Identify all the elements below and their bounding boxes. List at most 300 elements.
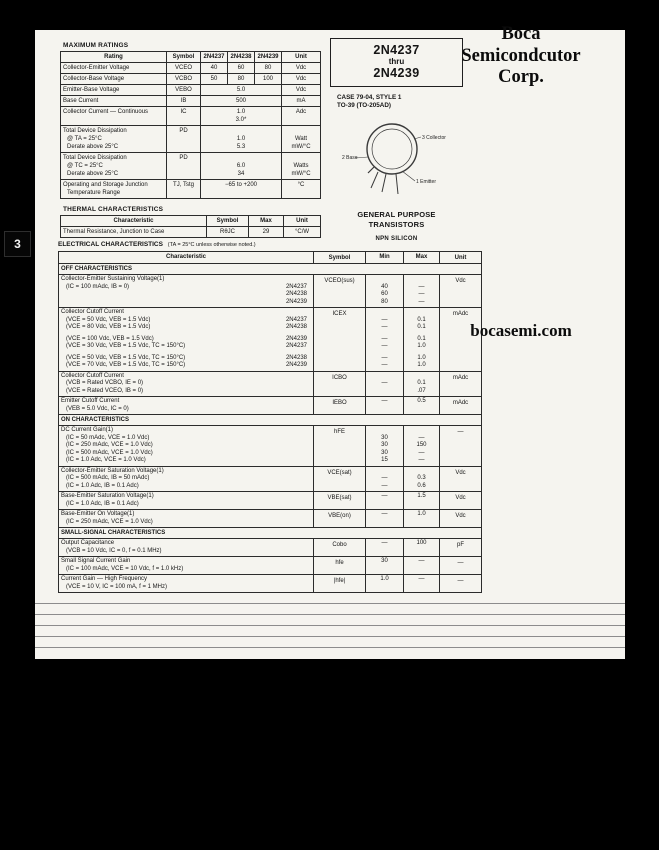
condition-line [61,566,311,574]
rating-line: Base Current [63,98,99,104]
unit-cell: mAdc [452,311,469,317]
value-line: — [381,316,388,323]
pin-label-base: 2 Base [342,155,358,161]
unit-cell: Vdc [455,469,466,476]
min-cell [366,397,404,414]
column-header-unit: Unit [295,54,307,60]
rating-cell [61,63,167,73]
unit-line: mA [296,98,306,104]
characteristic-cell [59,575,314,592]
characteristic-title: Collector-Emitter Saturation Voltage(1) [61,467,164,474]
condition-text: (IC = 500 mAdc, IB = 50 mAdc) [66,475,150,481]
condition-line [61,483,311,491]
value-cell: 60 [228,63,255,73]
condition-line [61,475,311,483]
rating-line: Operating and Storage Junction [63,182,148,188]
unit-line: Adc [295,109,307,115]
condition-text: (IC = 250 mAdc, VCE = 1.0 Vdc) [66,442,153,448]
condition-text: (IC = 1.0 Adc, IB = 0.1 Adc) [66,482,139,489]
part-ref: 2N4237 [285,316,307,323]
value-line: — [381,482,388,489]
value-cell: 50 [201,74,228,84]
unit-cell [282,63,320,73]
symbol-cell: IB [167,96,201,106]
characteristic-title: Base-Emitter On Voltage(1) [61,511,135,517]
value-line: — [418,434,425,441]
condition-text: (VCE = 100 Vdc, VEB = 1.5 Vdc) [66,335,154,342]
part-ref: 2N4238 [285,324,307,330]
symbol-cell: IEBO [314,397,366,414]
max-ratings-table [60,51,321,199]
value-line: 30 [381,558,388,564]
value-line: 1.0 [380,576,389,582]
characteristic-title: Emitter Cutoff Current [61,398,120,404]
value-line [406,519,437,527]
condition-line [61,291,311,299]
table-row [59,308,481,372]
min-cell [366,467,404,492]
unit-line: Watts [293,163,309,169]
unit-cell: °C/W [294,229,310,235]
min-cell [366,557,404,574]
category-line: GENERAL PURPOSE [357,210,436,219]
value-line: 0.6 [417,482,426,489]
part-ref: 2N4237 [285,283,307,290]
rating-line: @ TC = 25°C [67,163,103,169]
column-header-symbol: Symbol [167,52,201,62]
rating-line: Derate above 25°C [67,171,119,177]
unit-cell [282,74,320,84]
value-cell [201,96,282,106]
value-line: 0.1 [417,316,426,323]
part-number-first: 2N4237 [373,43,420,57]
electrical-table [58,251,482,593]
unit-cell: Vdc [455,278,466,284]
value-line [406,309,437,317]
column-header-characteristic: Characteristic [59,252,314,263]
condition-line [61,299,311,307]
condition-line [61,548,311,556]
value-cell [201,107,282,125]
part-ref: 2N4239 [285,335,307,342]
value-line: 30 [381,434,388,441]
rating-line: Total Device Dissipation [63,155,127,161]
min-cell [366,539,404,556]
rating-line: Derate above 25°C [67,144,119,150]
value-line: −65 to +200 [224,182,258,188]
column-header-min: Min [366,252,404,263]
characteristic-title: DC Current Gain(1) [61,427,114,433]
rating-cell [61,180,167,198]
thermal-table [60,215,321,238]
value-line [368,519,401,527]
value-line: — [418,283,425,290]
value-line: — [381,493,388,499]
condition-text: (VCB = Rated VCBO, IE = 0) [66,380,144,386]
characteristic-cell [59,308,314,371]
characteristic-title: Output Capacitance [61,540,115,546]
value-cell: 80 [228,74,255,84]
company-name-line: Boca [501,24,541,44]
characteristic-title: Current Gain — High Frequency [61,576,148,582]
characteristic-cell [59,492,314,509]
value-line: 30 [381,442,388,448]
value-line [406,406,437,414]
characteristic-title: Collector Cutoff Current [61,309,124,315]
symbol-cell: |hfe| [314,575,366,592]
company-name-line: Semicondcutor [461,45,581,66]
unit-cell: mAdc [452,374,469,381]
characteristic-cell [59,426,314,466]
column-header-symbol: Symbol [207,216,249,226]
condition-line [61,435,311,443]
page-number-tab: 3 [4,231,31,257]
device-category [330,210,463,229]
table-row [59,575,481,593]
condition-line [61,343,311,351]
symbol-cell: ICBO [314,372,366,397]
value-line [368,584,401,592]
symbol-cell: VCE(sat) [314,467,366,492]
min-cell [366,372,404,397]
table-row [59,426,481,467]
rating-cell [61,126,167,152]
value-line: 5.3 [236,144,246,150]
unit-line: mW/°C [291,171,311,177]
max-ratings-body [61,63,320,199]
condition-line [61,317,311,325]
unit-cell: pF [456,542,464,548]
table-row [59,275,481,308]
table-row [61,126,320,153]
column-header-2n4238: 2N4238 [228,52,255,62]
condition-text: (VCE = 30 Vdc, VEB = 1.5 Vdc, TC = 150°C) [66,343,186,349]
condition-text: (IC = 1.0 Adc, IB = 0.1 Adc) [66,500,139,507]
characteristic-cell [59,539,314,556]
condition-text: (IC = 100 mAdc, VCE = 10 Vdc, f = 1.0 kHz) [66,565,184,572]
value-line [406,373,437,381]
condition-text [61,299,68,307]
characteristic-title: Collector Cutoff Current [61,372,124,379]
characteristic-cell [59,467,314,492]
value-line: — [381,511,388,517]
unit-cell: Vdc [455,513,466,519]
condition-line [61,336,311,344]
column-header-max: Max [404,252,440,263]
min-cell [366,510,404,527]
part-number-last: 2N4239 [373,66,420,80]
electrical-note: (TA = 25°C unless otherwise noted.) [167,242,256,248]
value-cell [201,85,282,95]
condition-text: (IC = 500 mAdc, VCE = 1.0 Vdc) [66,449,153,456]
value-line: 80 [381,298,388,305]
unit-cell [282,153,320,179]
value-line: 60 [381,291,388,297]
unit-cell [282,126,320,152]
max-ratings-header-row [61,52,320,63]
table-row [59,557,481,575]
value-line: — [381,362,388,368]
unit-cell: Vdc [455,495,466,501]
unit-cell [282,180,320,198]
value-line: .07 [417,387,426,394]
value-line: 34 [237,171,245,177]
max-cell: 29 [249,227,284,237]
max-cell [404,492,440,509]
condition-text: (VCB = 10 Vdc, IC = 0, f = 0.1 MHz) [66,547,162,554]
value-line: — [418,558,425,564]
value-line: — [418,576,425,582]
value-line [368,548,401,556]
characteristic-cell: Thermal Resistance, Junction to Case [61,227,207,237]
value-line: 1.0 [417,343,426,349]
max-cell [404,275,440,307]
symbol-cell: TJ, Tstg [167,180,201,198]
characteristic-title: Small Signal Current Gain [61,558,131,564]
value-line: — [418,298,425,305]
value-line: — [381,475,388,481]
ruled-line [35,636,625,637]
max-cell [404,510,440,527]
rating-line: Collector Current — Continuous [63,109,149,115]
table-row [61,227,320,238]
value-line: 40 [381,283,388,290]
value-line: 0.5 [417,398,426,404]
column-header-unit: Unit [296,218,308,224]
symbol-cell: hFE [314,426,366,466]
unit-line: Vdc [295,65,307,71]
part-ref: 2N4238 [285,291,307,297]
condition-line [61,450,311,458]
condition-text: (IC = 1.0 Adc, VCE = 1.0 Vdc) [66,457,146,463]
max-cell [404,372,440,397]
part-ref: 2N4239 [285,298,307,305]
electrical-body [59,264,481,593]
unit-line: Vdc [295,87,307,93]
table-row [61,153,320,180]
value-line [368,276,401,284]
condition-text: (IC = 250 mAdc, VCE = 1.0 Vdc) [66,518,153,525]
unit-cell: — [457,560,464,566]
max-cell [404,557,440,574]
column-header-2n4237: 2N4237 [201,52,228,62]
rating-cell [61,85,167,95]
value-line: — [418,291,425,297]
unit-cell: — [457,578,464,584]
symbol-cell: VCEO(sus) [314,275,366,307]
unit-cell [282,85,320,95]
unit-line [284,154,318,162]
package-drawing [330,111,463,208]
table-row [61,107,320,126]
max-cell [404,467,440,492]
characteristic-cell [59,397,314,414]
unit-line: Vdc [295,76,307,82]
value-line [406,276,437,284]
rating-line: Emitter-Base Voltage [63,87,120,93]
condition-line [61,362,311,370]
column-header-characteristic: Characteristic [61,216,207,226]
table-row [61,63,320,74]
value-line: 30 [381,449,388,456]
condition-text: (VCE = 50 Vdc, VEB = 1.5 Vdc, TC = 150°C) [66,354,186,361]
device-polarity: NPN SILICON [375,236,418,242]
min-cell [366,575,404,592]
condition-text: (VEB = 5.0 Vdc, IC = 0) [66,405,129,412]
value-line: 1.0 [236,109,246,115]
unit-line [284,127,318,135]
pin-label-collector: 3 Collector [422,135,446,141]
condition-line [61,380,311,388]
part-ref: 2N4238 [285,354,307,361]
value-cell: 80 [255,63,282,73]
value-line [406,584,437,592]
value-line [368,388,401,396]
rating-cell [61,107,167,125]
symbol-cell: hfe [314,557,366,574]
value-line: 1.0 [236,136,246,142]
value-line: 150 [416,442,427,448]
company-website: bocasemi.com [470,321,572,340]
section-header: ON CHARACTERISTICS [59,415,481,426]
symbol-cell: IC [167,107,201,125]
value-line [368,468,401,476]
condition-text: (VCE = 70 Vdc, VEB = 1.5 Vdc, TC = 150°C) [66,362,186,368]
part-ref: 2N4237 [285,343,307,349]
unit-cell [282,96,320,106]
value-line [368,406,401,414]
table-row [59,372,481,398]
symbol-cell: VCEO [167,63,201,73]
min-cell [366,492,404,509]
value-line: 0.3 [417,475,426,481]
part-ref: 2N4239 [285,362,307,368]
ruled-line [35,625,625,626]
table-row [59,539,481,557]
value-cell [201,180,282,198]
value-cell [201,153,282,179]
value-line [368,566,401,574]
condition-text: (VCE = Rated VCEO, IB = 0) [66,387,144,394]
table-row [59,467,481,493]
company-name [430,24,612,89]
symbol-cell: VBE(on) [314,510,366,527]
value-line: — [381,540,388,546]
value-line [368,427,401,435]
rating-cell [61,153,167,179]
symbol-cell: VCBO [167,74,201,84]
value-line [406,566,437,574]
value-line: 3.0* [235,117,247,123]
condition-line [61,406,311,414]
condition-text [61,291,68,299]
condition-line [61,355,311,363]
condition-text: (VCE = 80 Vdc, VEB = 1.5 Vdc) [66,324,151,330]
characteristic-cell [59,557,314,574]
condition-text: (VCE = 50 Vdc, VEB = 1.5 Vdc) [66,316,151,323]
section-header: OFF CHARACTERISTICS [59,264,481,275]
rating-line: Total Device Dissipation [63,128,127,134]
unit-cell: — [457,429,464,435]
table-row [59,397,481,415]
characteristic-title: Collector-Emitter Sustaining Voltage(1) [61,276,165,282]
value-line: 6.0 [236,163,246,169]
value-line: — [381,335,388,342]
condition-line [61,457,311,465]
datasheet-page [35,30,625,659]
value-line: 500 [235,98,246,104]
value-cell [201,126,282,152]
value-line: 0.1 [417,380,426,386]
value-line [406,548,437,556]
case-line: TO-39 (TO-205AD) [337,102,392,109]
rating-cell [61,96,167,106]
value-line: — [381,343,388,349]
condition-text: (VCE = 10 V, IC = 100 mA, f = 1 MHz) [66,583,167,590]
condition-line [61,324,311,332]
ruled-line [35,603,625,604]
rating-line: @ TA = 25°C [67,136,102,142]
thermal-header-row [61,216,320,227]
characteristic-cell [59,275,314,307]
rating-line: Collector-Base Voltage [63,76,125,82]
condition-line [61,519,311,527]
rating-line: Temperature Range [67,190,121,196]
condition-line [61,284,311,292]
characteristic-title: Base-Emitter Saturation Voltage(1) [61,493,154,499]
unit-cell [282,107,320,125]
electrical-heading [58,241,256,248]
rating-line: Collector-Emitter Voltage [63,65,130,71]
value-line: — [381,380,388,386]
min-cell [366,275,404,307]
symbol-cell: VBE(sat) [314,492,366,509]
column-header-2n4239: 2N4239 [255,52,282,62]
case-line: CASE 79-04, STYLE 1 [337,94,402,101]
column-header-symbol: Symbol [314,252,366,263]
electrical-header-row [59,252,481,264]
value-line: 1.0 [417,354,426,361]
value-line [368,501,401,509]
min-cell [366,426,404,466]
value-line: — [381,398,388,404]
value-line: 1.0 [417,362,426,368]
electrical-title: ELECTRICAL CHARACTERISTICS [58,241,163,248]
max-cell [404,575,440,592]
value-line [368,373,401,381]
column-header-rating: Rating [61,52,167,62]
symbol-cell: RθJC [207,227,249,237]
value-line: 5.0 [236,87,246,93]
characteristic-cell [59,510,314,527]
condition-text: (IC = 100 mAdc, IB = 0) [66,283,130,290]
condition-text: (IC = 50 mAdc, VCE = 1.0 Vdc) [66,434,150,441]
value-line: 1.5 [417,493,426,499]
category-line: TRANSISTORS [368,219,425,229]
condition-line [61,388,311,396]
table-row [59,510,481,528]
max-cell [404,426,440,466]
unit-line: mW/°C [291,144,311,150]
column-header-unit: Unit [454,255,467,261]
symbol-cell: Cobo [314,539,366,556]
value-line: 15 [381,457,388,463]
table-row [61,180,320,199]
value-line: 0.1 [417,335,426,342]
table-row [59,492,481,510]
table-row [61,85,320,96]
ruled-line [35,614,625,615]
